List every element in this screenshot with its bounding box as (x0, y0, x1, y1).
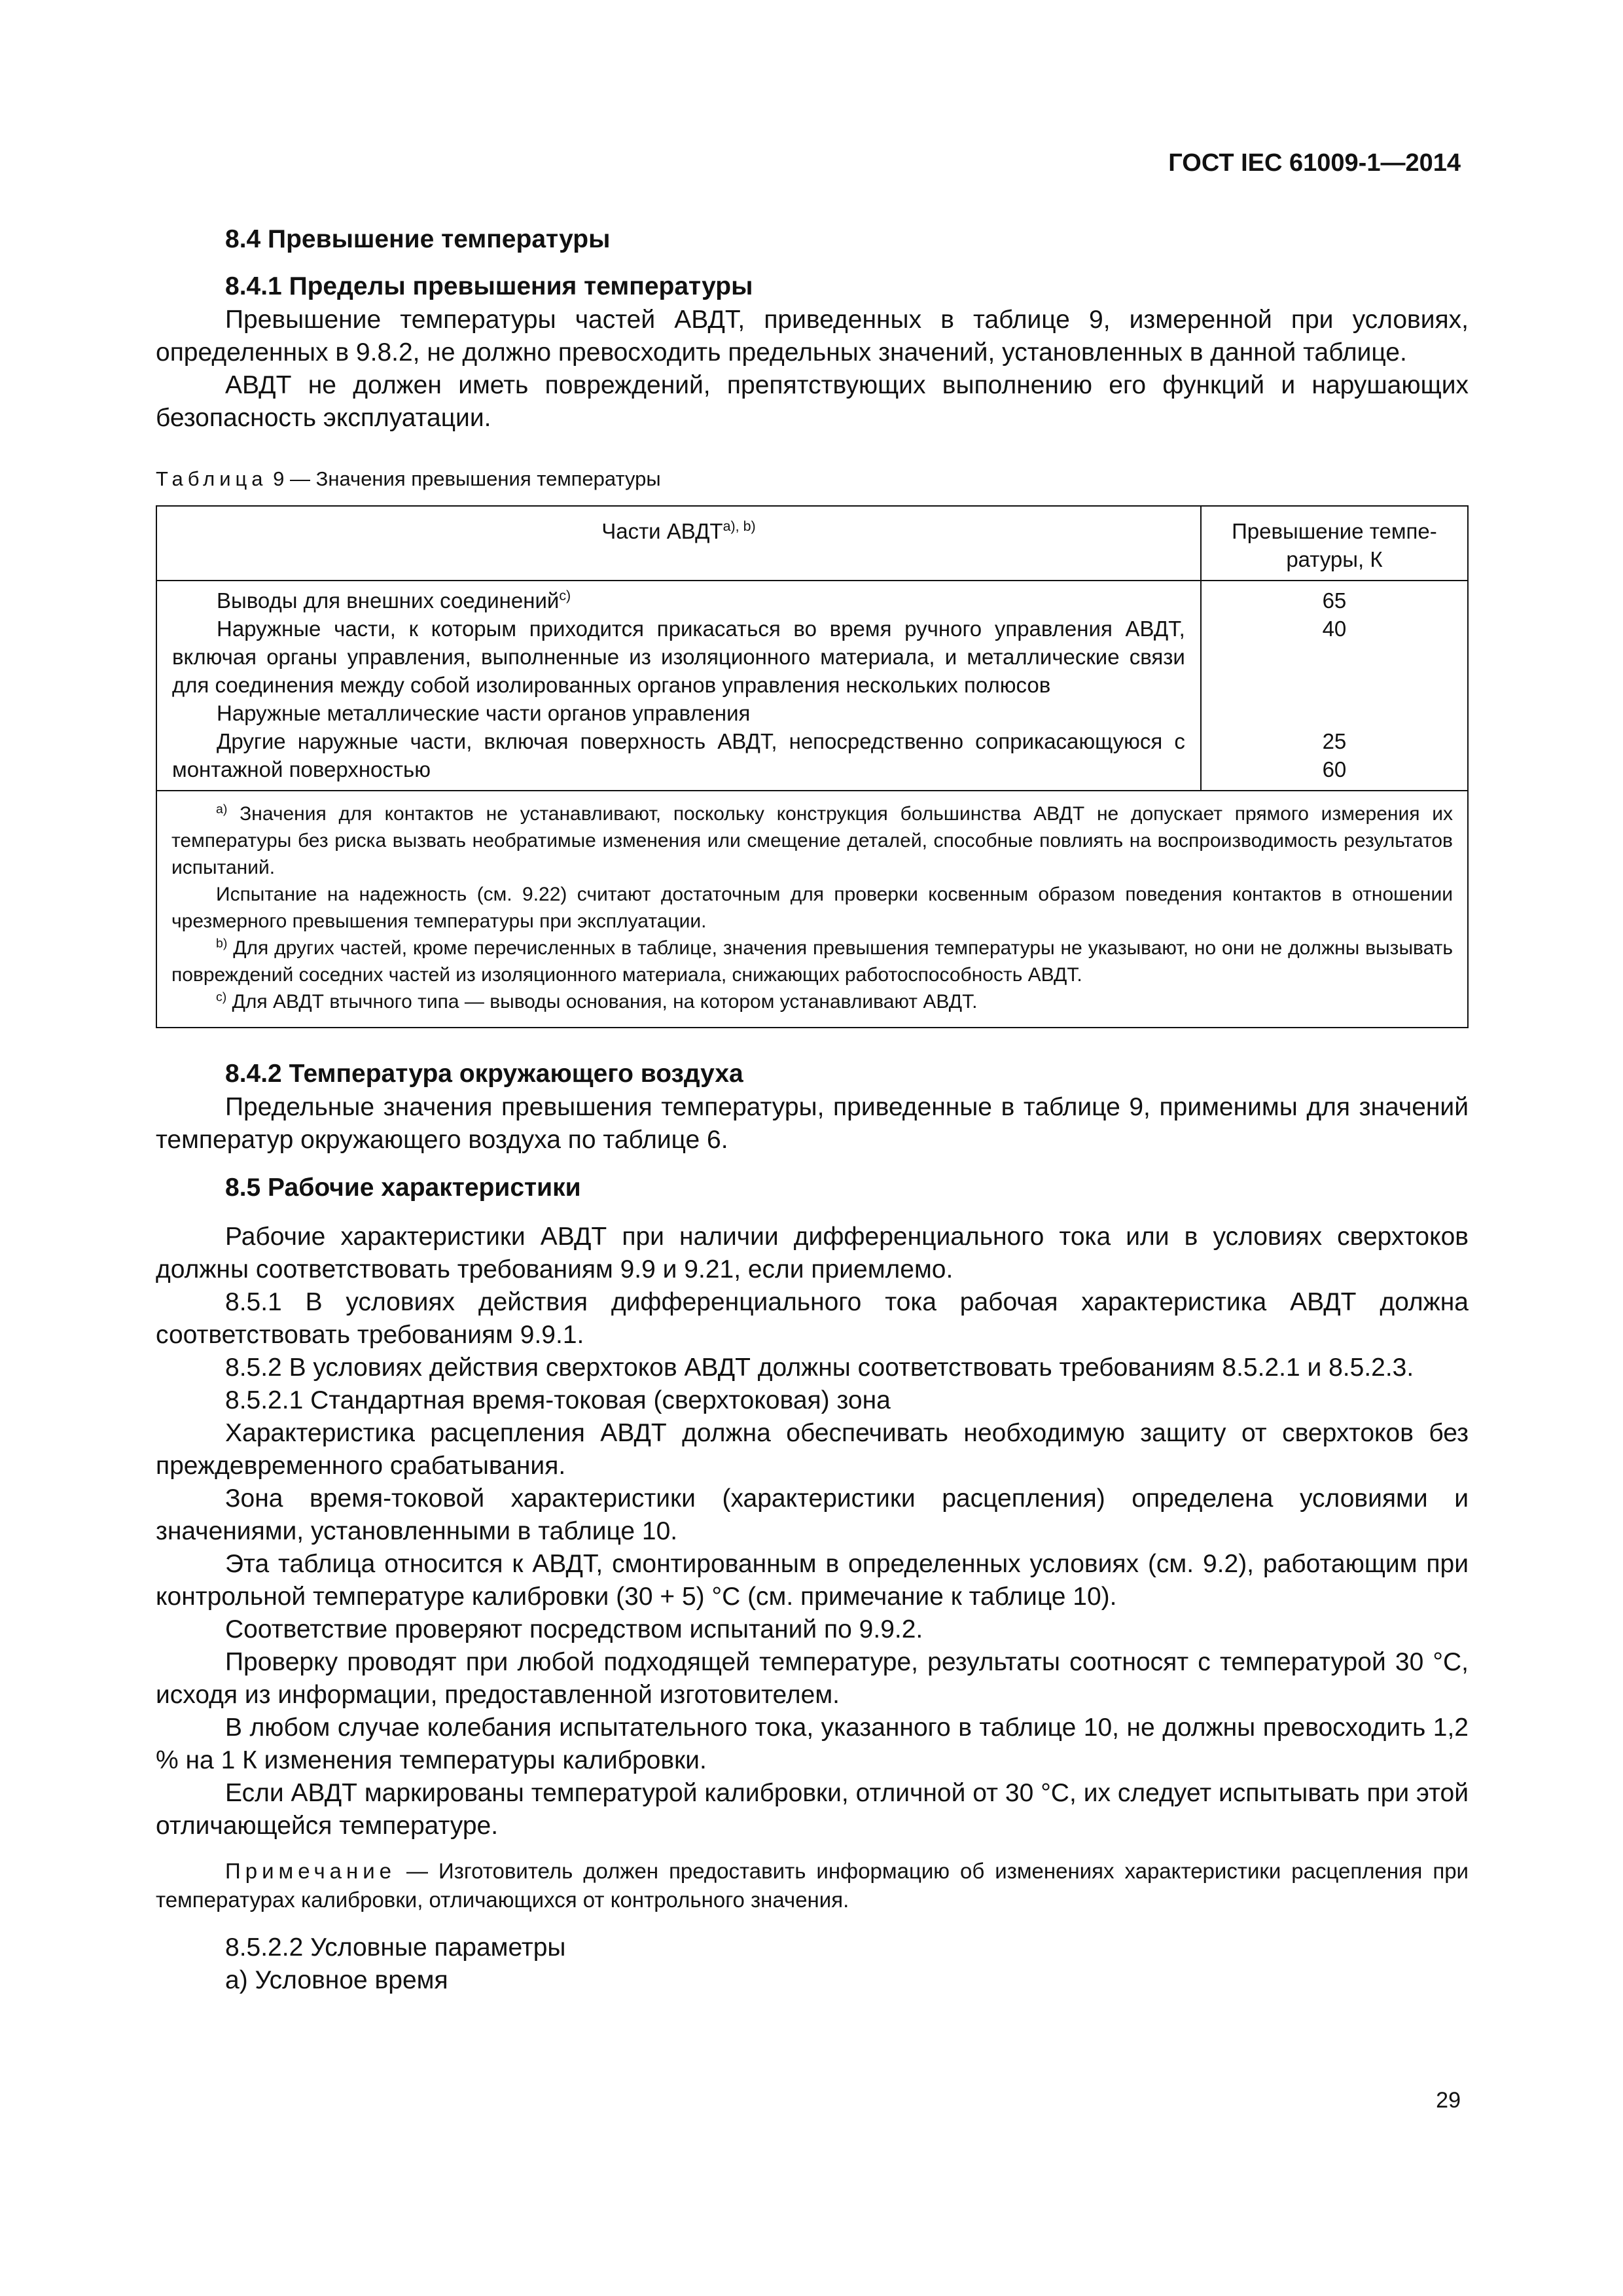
note (156, 1857, 1469, 1914)
table-notes-row (156, 791, 1468, 1028)
note-a-extra: Испытание на надежность (см. 9.22) считают достаточным для проверки косвенным образом поведения контактов в отношении чрезмерного превышения температуры при эксплуатации. (171, 884, 1453, 932)
paragraph: a) Условное время (225, 1966, 448, 1994)
table-notes (156, 791, 1468, 1028)
table-header-row (156, 506, 1468, 581)
parts-cell (156, 581, 1201, 791)
note-a: $^{a)}$ Значения для контактов не устанавливают, поскольку конструкция большинства АВДТ не допускает прямого измерения их температуры без риска вызвать необратимые изменения или смещение деталей, способные повлиять на воспроизводимость результатов испытаний. (171, 802, 1453, 878)
values-cell (1201, 581, 1468, 791)
paragraph: Зона время-токовой характеристики (характеристики расцепления) определена условиями и значениями, установленными в таблице 10. (156, 1484, 1469, 1545)
table-caption (156, 467, 1469, 491)
rise-value: 60 (1322, 757, 1347, 781)
paragraph: Предельные значения превышения температуры, приведенные в таблице 9, применимы для значений температур окружающего воздуха по таблице 6. (156, 1093, 1469, 1154)
section-8-4-title: 8.4 Превышение температуры (225, 225, 611, 253)
paragraph: Если АВДТ маркированы температурой калибровки, отличной от 30 °С, их следует испытывать при этой отличающейся температуре. (156, 1779, 1469, 1840)
table-row: Выводы для внешних соединений$^{c)}$ (217, 588, 571, 613)
rise-value: 25 (1322, 729, 1347, 753)
paragraph: 8.5.2.1 Стандартная время-токовая (сверхтоковая) зона (225, 1386, 891, 1414)
paragraph: Проверку проводят при любой подходящей температуре, результаты соотносят с температурой 30 °С, исходя из информации, предоставленной изготовителем. (156, 1648, 1469, 1709)
paragraph: 8.5.2 В условиях действия сверхтоков АВДТ должны соответствовать требованиям 8.5.2.1 и 8.5.2.3. (225, 1354, 1414, 1382)
header-parts: Части $АВДТ^{a), b)}$ (156, 506, 1201, 581)
table-row: Другие наружные части, включая поверхность АВДТ, непосредственно соприкасающуюся с монтажной поверхностью (172, 729, 1185, 781)
section-8-4-2-title: 8.4.2 Температура окружающего воздуха (225, 1060, 743, 1088)
section-8-5-title: 8.5 Рабочие характеристики (225, 1174, 581, 1202)
table-body-row (156, 581, 1468, 791)
section-8-4-1-title: 8.4.1 Пределы превышения температуры (225, 272, 753, 300)
paragraph: 8.5.1 В условиях действия дифференциального тока рабочая характеристика АВДТ должна соответствовать требованиям 9.9.1. (156, 1288, 1469, 1349)
table-row: Наружные части, к которым приходится прикасаться во время ручного управления АВДТ, включая органы управления, выполненные из изоляционного материала, и металлические связи для соединения между собой изолированных органов управления нескольких полюсов (172, 617, 1185, 697)
document-code: ГОСТ IEC 61009-1—2014 (1168, 149, 1461, 177)
table-caption-label: Таблица (156, 467, 268, 490)
note-b: $^{b)}$ Для других частей, кроме перечисленных в таблице, значения превышения температуры не указывают, но они не должны вызывать повреждений соседних частей из изоляционного материала, снижающих работоспособность АВДТ. (171, 936, 1453, 986)
temperature-rise-table (156, 505, 1469, 1028)
page-number: 29 (1436, 2088, 1461, 2113)
note-text: — Изготовитель должен предоставить информацию об изменениях характеристики расцепления при температурах калибровки, отличающихся от контрольного значения. (156, 1859, 1469, 1912)
note-label: Примечание (225, 1859, 397, 1883)
paragraph: Эта таблица относится к АВДТ, смонтированным в определенных условиях (см. 9.2), работающим при контрольной температуре калибровки (30 + 5) °С (см. примечание к таблице 10). (156, 1550, 1469, 1611)
paragraph: Характеристика расцепления АВДТ должна обеспечивать необходимую защиту от сверхтоков без преждевременного срабатывания. (156, 1419, 1469, 1480)
table-caption-text: 9 — Значения превышения температуры (267, 467, 661, 490)
paragraph: Соответствие проверяют посредством испытаний по 9.9.2. (225, 1615, 923, 1643)
page-content (156, 223, 1469, 1997)
table-row: Наружные металлические части органов управления (217, 701, 751, 725)
note-c: $^{c)}$ Для АВДТ втычного типа — выводы основания, на котором устанавливают АВДТ. (216, 990, 978, 1013)
paragraph: АВДТ не должен иметь повреждений, препятствующих выполнению его функций и нарушающих безопасность эксплуатации. (156, 371, 1469, 432)
rise-value: 65 (1322, 588, 1347, 613)
paragraph: Превышение температуры частей АВДТ, приведенных в таблице 9, измеренной при условиях, определенных в 9.8.2, не должно превосходить предельных значений, установленных в данной таблице. (156, 306, 1469, 367)
paragraph: Рабочие характеристики АВДТ при наличии дифференциального тока или в условиях сверхтоков должны соответствовать требованиям 9.9 и 9.21, если приемлемо. (156, 1223, 1469, 1283)
header-temperature-rise: Превышение темпе- ратуры, К (1201, 506, 1468, 581)
paragraph: В любом случае колебания испытательного тока, указанного в таблице 10, не должны превосходить 1,2 % на 1 К изменения температуры калибровки. (156, 1713, 1469, 1774)
paragraph: 8.5.2.2 Условные параметры (225, 1933, 566, 1962)
rise-value: 40 (1322, 617, 1347, 641)
